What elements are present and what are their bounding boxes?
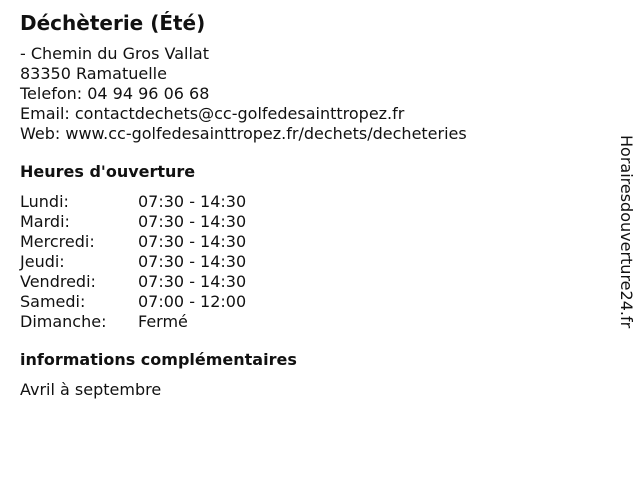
day-label: Lundi: xyxy=(20,192,69,211)
opening-hours-heading: Heures d'ouverture xyxy=(20,162,196,181)
hours-row-mardi xyxy=(20,212,600,232)
day-label: Dimanche: xyxy=(20,312,107,331)
opening-hours-table xyxy=(20,192,600,332)
extra-info-heading: informations complémentaires xyxy=(20,350,297,369)
city-address: 83350 Ramatuelle xyxy=(20,64,167,83)
hours-row-jeudi xyxy=(20,252,600,272)
time-range: 07:00 - 12:00 xyxy=(138,292,247,311)
business-card xyxy=(20,10,600,400)
time-range: 07:30 - 14:30 xyxy=(138,212,247,231)
day-label: Mardi: xyxy=(20,212,70,231)
day-label: Jeudi: xyxy=(20,252,65,271)
page-title: Déchèterie (Été) xyxy=(20,11,206,35)
hours-row-mercredi xyxy=(20,232,600,252)
time-range: Fermé xyxy=(138,312,188,331)
hours-row-vendredi xyxy=(20,272,600,292)
street-address: - Chemin du Gros Vallat xyxy=(20,44,209,63)
phone-number: Telefon: 04 94 96 06 68 xyxy=(20,84,210,103)
time-range: 07:30 - 14:30 xyxy=(138,272,247,291)
day-label: Samedi: xyxy=(20,292,86,311)
day-label: Mercredi: xyxy=(20,232,95,251)
time-range: 07:30 - 14:30 xyxy=(138,192,247,211)
site-watermark: Horairesdouverture24.fr xyxy=(617,135,636,329)
time-range: 07:30 - 14:30 xyxy=(138,232,247,251)
time-range: 07:30 - 14:30 xyxy=(138,252,247,271)
website-link: Web: www.cc-golfedesainttropez.fr/dechets/decheteries xyxy=(20,124,467,143)
address-block xyxy=(20,44,600,144)
day-label: Vendredi: xyxy=(20,272,96,291)
hours-row-dimanche xyxy=(20,312,600,332)
extra-info-text: Avril à septembre xyxy=(20,380,162,399)
hours-row-samedi xyxy=(20,292,600,312)
hours-row-lundi xyxy=(20,192,600,212)
email-address: Email: contactdechets@cc-golfedesainttropez.fr xyxy=(20,104,405,123)
